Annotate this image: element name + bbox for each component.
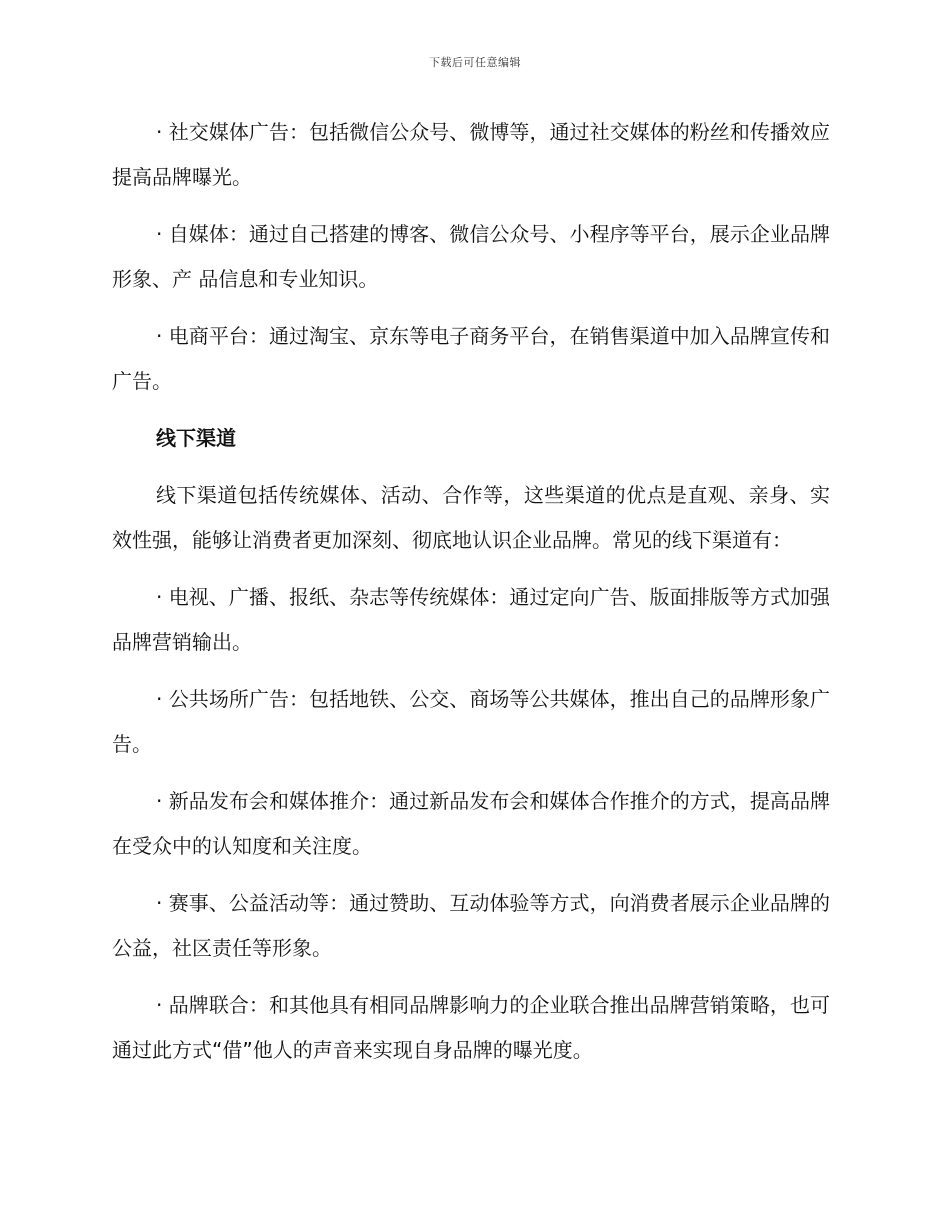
section-heading-offline: 线下渠道 [156,426,236,450]
offline-intro-paragraph: 线下渠道包括传统媒体、活动、合作等，这些渠道的优点是直观、亲身、实效性强，能够让消费者更加深刻、彻底地认识企业品牌。常见的线下渠道有： [112,483,830,552]
list-item-self-media: · 自媒体：通过自己搭建的博客、微信公众号、小程序等平台，展示企业品牌形象、产 品信息和专业知识。 [112,222,830,291]
list-item-launch-events: · 新品发布会和媒体推介：通过新品发布会和媒体合作推介的方式，提高品牌在受众中的认知度和关注度。 [112,789,830,858]
page-header-note: 下载后可任意编辑 [429,56,521,69]
document-body [112,110,830,1085]
list-item-social-media-ads: · 社交媒体广告：包括微信公众号、微博等，通过社交媒体的粉丝和传播效应提高品牌曝光。 [112,120,830,189]
list-item-sponsorship: · 赛事、公益活动等：通过赞助、互动体验等方式，向消费者展示企业品牌的公益，社区责任等形象。 [112,891,830,960]
list-item-ecommerce: · 电商平台：通过淘宝、京东等电子商务平台，在销售渠道中加入品牌宣传和广告。 [112,324,830,393]
list-item-traditional-media: · 电视、广播、报纸、杂志等传统媒体：通过定向广告、版面排版等方式加强品牌营销输出。 [112,585,830,654]
list-item-public-ads: · 公共场所广告：包括地铁、公交、商场等公共媒体，推出自己的品牌形象广告。 [112,687,830,756]
list-item-brand-alliance: · 品牌联合：和其他具有相同品牌影响力的企业联合推出品牌营销策略，也可通过此方式“借”他人的声音来实现自身品牌的曝光度。 [112,993,830,1062]
